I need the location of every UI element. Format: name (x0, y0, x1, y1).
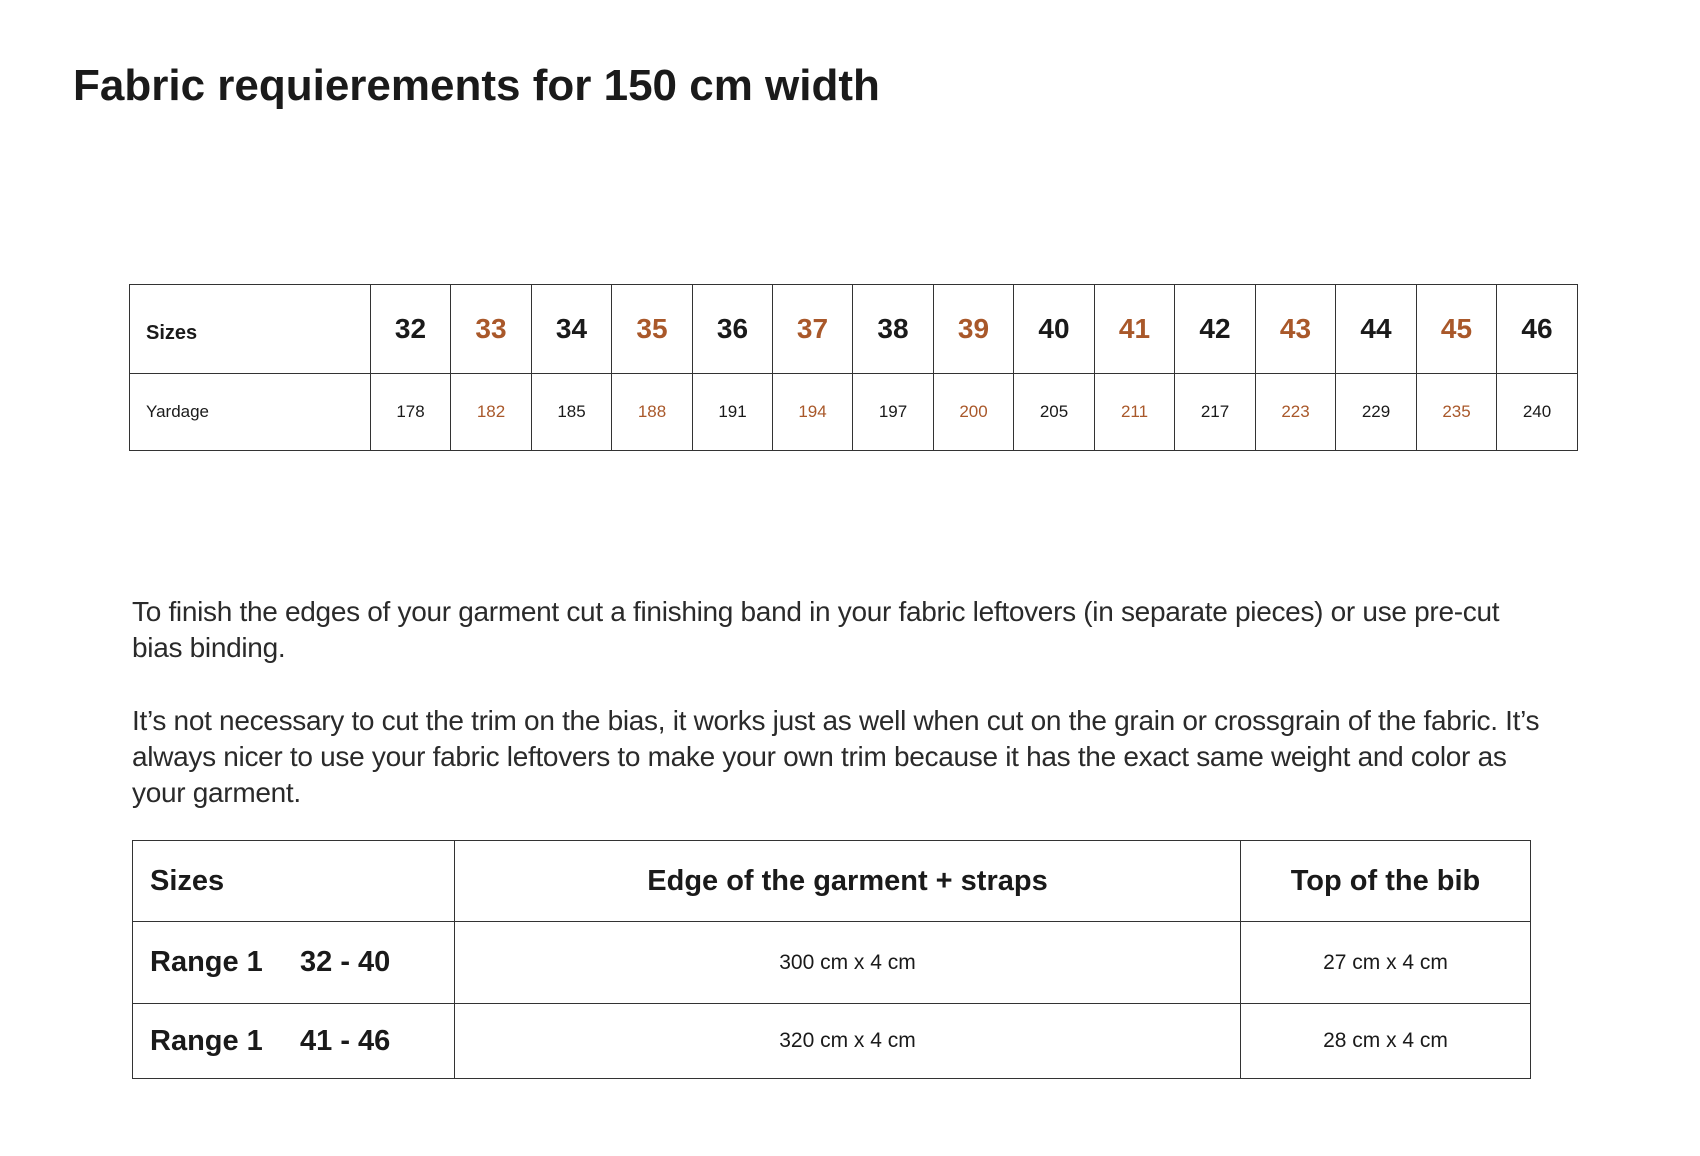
size-cell: 45 (1417, 285, 1497, 374)
range-name: Range 1 (150, 946, 263, 978)
header-edge: Edge of the garment + straps (455, 841, 1241, 922)
yardage-cell: 240 (1497, 374, 1578, 451)
yardage-cell: 191 (693, 374, 773, 451)
range-label (133, 922, 455, 1004)
finishing-notes (132, 594, 1552, 848)
size-cell: 42 (1175, 285, 1256, 374)
header-sizes: Sizes (133, 841, 455, 922)
size-cell: 34 (532, 285, 612, 374)
size-cell: 40 (1014, 285, 1095, 374)
size-cell: 44 (1336, 285, 1417, 374)
range-name: Range 1 (150, 1024, 263, 1057)
yardage-cell: 182 (451, 374, 532, 451)
finishing-band-table (132, 840, 1531, 1079)
yardage-row-label: Yardage (130, 374, 371, 451)
band-table-header (133, 841, 1531, 922)
yardage-cell: 205 (1014, 374, 1095, 451)
range-sizes: 32 - 40 (300, 946, 391, 978)
range-sizes: 41 - 46 (300, 1024, 391, 1057)
range-label (133, 1004, 455, 1079)
size-cell: 32 (371, 285, 451, 374)
size-cell: 35 (612, 285, 693, 374)
finishing-note-paragraph: To finish the edges of your garment cut a finishing band in your fabric leftovers (in separate pieces) or use pre-cut bias binding. (132, 596, 1500, 663)
yardage-cell: 194 (773, 374, 853, 451)
yardage-row (130, 374, 1578, 451)
yardage-cell: 229 (1336, 374, 1417, 451)
size-cell: 33 (451, 285, 532, 374)
sizes-row-label: Sizes (130, 285, 371, 374)
yardage-cell: 185 (532, 374, 612, 451)
size-cell: 41 (1095, 285, 1175, 374)
size-cell: 46 (1497, 285, 1578, 374)
yardage-cell: 223 (1256, 374, 1336, 451)
sizes-row (130, 285, 1578, 374)
yardage-cell: 211 (1095, 374, 1175, 451)
edge-measure: 320 cm x 4 cm (455, 1004, 1241, 1079)
yardage-cell: 217 (1175, 374, 1256, 451)
header-bib: Top of the bib (1241, 841, 1531, 922)
yardage-cell: 235 (1417, 374, 1497, 451)
bib-measure: 28 cm x 4 cm (1241, 1004, 1531, 1079)
table-row (133, 922, 1531, 1004)
size-cell: 39 (934, 285, 1014, 374)
yardage-cell: 197 (853, 374, 934, 451)
yardage-cell: 178 (371, 374, 451, 451)
bib-measure: 27 cm x 4 cm (1241, 922, 1531, 1004)
size-cell: 37 (773, 285, 853, 374)
page-title: Fabric requierements for 150 cm width (73, 61, 880, 110)
table-row (133, 1004, 1531, 1079)
edge-measure: 300 cm x 4 cm (455, 922, 1241, 1004)
size-cell: 36 (693, 285, 773, 374)
yardage-cell: 188 (612, 374, 693, 451)
yardage-cell: 200 (934, 374, 1014, 451)
finishing-note-paragraph: It’s not necessary to cut the trim on the bias, it works just as well when cut on the grain or crossgrain of the fabric. It’s always nicer to use your fabric leftovers to make your own trim because it has the exact same weight and color as your garment. (132, 705, 1540, 808)
size-cell: 43 (1256, 285, 1336, 374)
size-yardage-table (129, 284, 1578, 451)
size-cell: 38 (853, 285, 934, 374)
